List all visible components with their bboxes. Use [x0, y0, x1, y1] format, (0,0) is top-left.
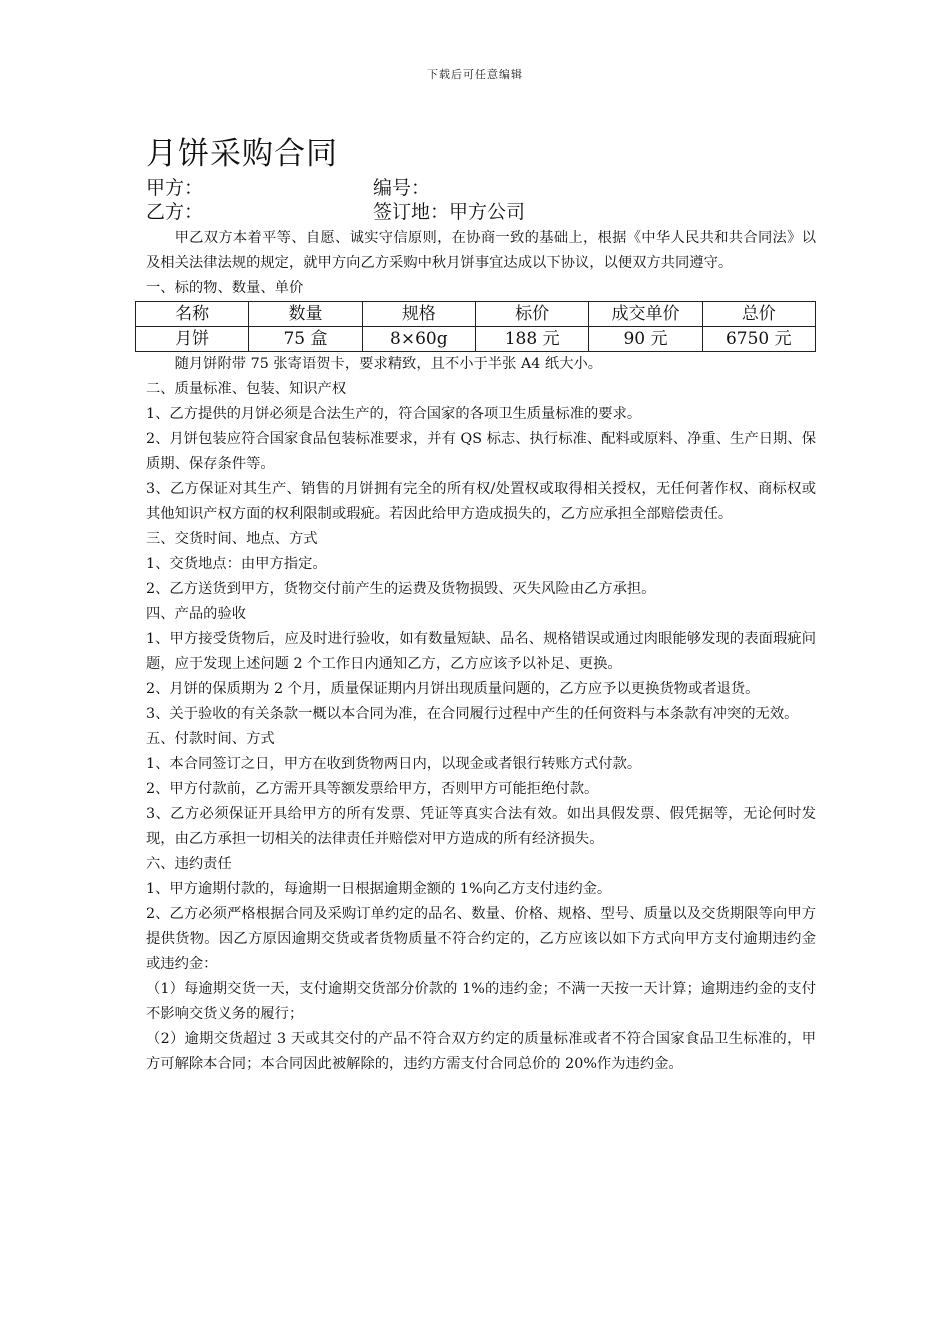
table-row	[136, 327, 816, 352]
header-cell-name: 名称	[136, 302, 249, 327]
cell-deal-price: 90 元	[589, 327, 702, 352]
clause-4-2: 2、月饼的保质期为 2 个月，质量保证期内月饼出现质量问题的，乙方应予以更换货物或者退货。	[146, 681, 760, 697]
clause-3-2: 2、乙方送货到甲方，货物交付前产生的运费及货物损毁、灭失风险由乙方承担。	[146, 581, 656, 597]
intro-paragraph: 甲乙双方本着平等、自愿、诚实守信原则，在协商一致的基础上，根据《中华人民共和共合同法》以及相关法律法规的规定，就甲方向乙方采购中秋月饼事宜达成以下协议，以便双方共同遵守。	[146, 230, 816, 271]
header-cell-list-price: 标价	[475, 302, 588, 327]
section-6-title: 六、违约责任	[146, 856, 232, 872]
section-3-title: 三、交货时间、地点、方式	[146, 531, 318, 547]
clause-2-2: 2、月饼包装应符合国家食品包装标准要求，并有 QS 标志、执行标准、配料或原料、净重、生产日期、保质期、保存条件等。	[146, 431, 816, 472]
section-4-title: 四、产品的验收	[146, 606, 247, 622]
clause-5-1: 1、本合同签订之日，甲方在收到货物两日内，以现金或者银行转账方式付款。	[146, 756, 642, 772]
party-b-label: 乙方：	[146, 201, 204, 223]
clause-2-3: 3、乙方保证对其生产、销售的月饼拥有完全的所有权/处置权或取得相关授权，无任何著作权、商标权或其他知识产权方面的权利限制或瑕疵。若因此给甲方造成损失的，乙方应承担全部赔偿责任。	[146, 481, 816, 522]
clause-4-3: 3、关于验收的有关条款一概以本合同为准，在合同履行过程中产生的任何资料与本条款有冲突的无效。	[146, 706, 799, 722]
header-cell-deal-price: 成交单价	[589, 302, 702, 327]
signing-place-label: 签订地：甲方公司	[373, 201, 526, 223]
cell-spec: 8×60g	[362, 327, 475, 352]
clause-6-2-1: （1）每逾期交货一天，支付逾期交货部分价款的 1%的违约金；不满一天按一天计算；逾期违约金的支付不影响交货义务的履行；	[146, 981, 816, 1022]
clause-4-1: 1、甲方接受货物后，应及时进行验收，如有数量短缺、品名、规格错误或通过肉眼能够发现的表面瑕疵问题，应于发现上述问题 2 个工作日内通知乙方，乙方应该予以补足、更换。	[146, 631, 816, 672]
clause-3-1: 1、交货地点：由甲方指定。	[146, 556, 327, 572]
contract-number-label: 编号：	[373, 177, 431, 199]
clause-6-2-2: （2）逾期交货超过 3 天或其交付的产品不符合双方约定的质量标准或者不符合国家食品卫生标准的，甲方可解除本合同；本合同因此被解除的，违约方需支付合同总价的 20%作为违约金。	[146, 1031, 816, 1072]
section-1-title: 一、标的物、数量、单价	[146, 280, 304, 296]
goods-table	[135, 301, 816, 352]
section-2-title: 二、质量标准、包装、知识产权	[146, 381, 347, 397]
contract-body	[146, 226, 816, 1077]
clause-5-3: 3、乙方必须保证开具给甲方的所有发票、凭证等真实合法有效。如出具假发票、假凭据等，无论何时发现，由乙方承担一切相关的法律责任并赔偿对甲方造成的所有经济损失。	[146, 806, 816, 847]
party-a-label: 甲方：	[146, 177, 204, 199]
clause-5-2: 2、甲方付款前，乙方需开具等额发票给甲方，否则甲方可能拒绝付款。	[146, 781, 599, 797]
table-header-row	[136, 302, 816, 327]
header-note: 下载后可任意编辑	[427, 68, 523, 81]
clause-2-1: 1、乙方提供的月饼必须是合法生产的，符合国家的各项卫生质量标准的要求。	[146, 406, 642, 422]
header-cell-quantity: 数量	[249, 302, 362, 327]
greeting-card-note: 随月饼附带 75 张寄语贺卡，要求精致，且不小于半张 A4 纸大小。	[174, 356, 603, 372]
clause-6-1: 1、甲方逾期付款的，每逾期一日根据逾期金额的 1%向乙方支付违约金。	[146, 881, 612, 897]
document-title: 月饼采购合同	[146, 136, 338, 172]
cell-quantity: 75 盒	[249, 327, 362, 352]
cell-name: 月饼	[136, 327, 249, 352]
section-5-title: 五、付款时间、方式	[146, 731, 275, 747]
header-cell-spec: 规格	[362, 302, 475, 327]
cell-total: 6750 元	[702, 327, 815, 352]
header-cell-total: 总价	[702, 302, 815, 327]
clause-6-2: 2、乙方必须严格根据合同及采购订单约定的品名、数量、价格、规格、型号、质量以及交货期限等向甲方提供货物。因乙方原因逾期交货或者货物质量不符合约定的，乙方应该以如下方式向甲方支付逾期违约金或违约金：	[146, 906, 816, 972]
cell-list-price: 188 元	[475, 327, 588, 352]
